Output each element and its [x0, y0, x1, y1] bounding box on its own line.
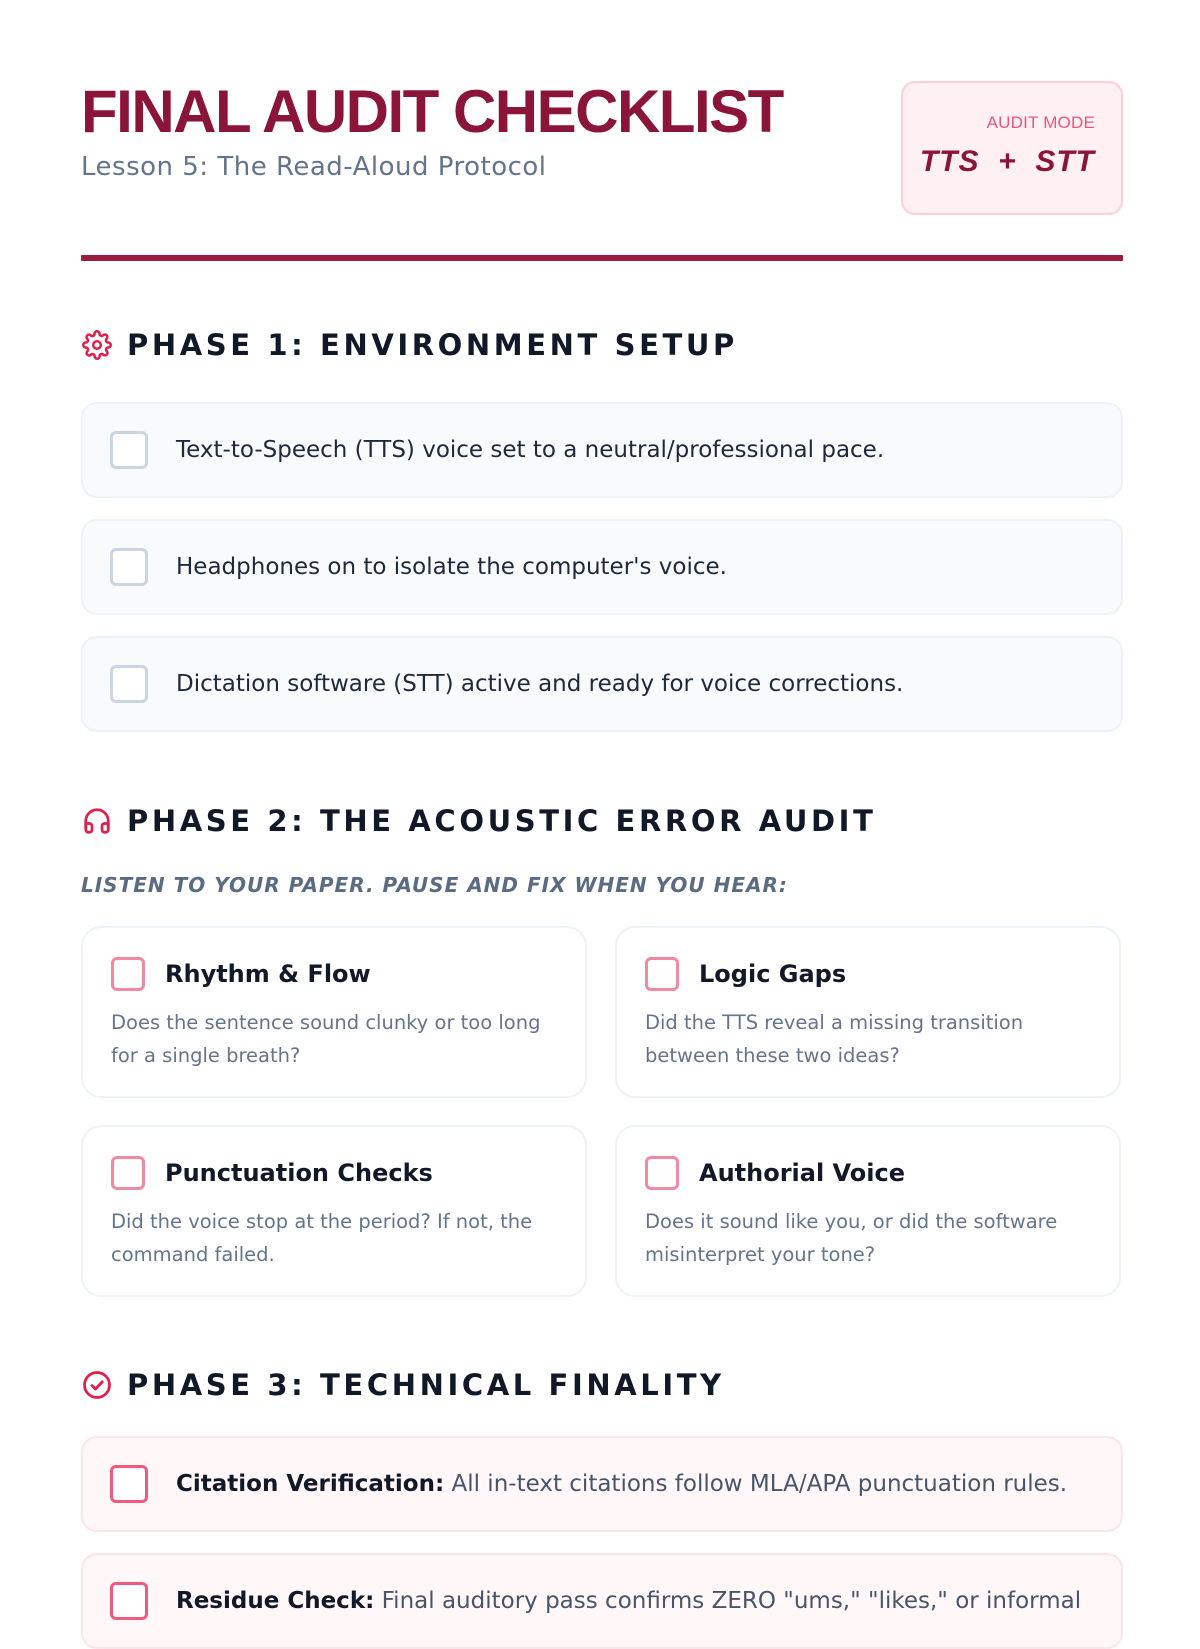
phase1-title: PHASE 1: ENVIRONMENT SETUP	[127, 328, 738, 362]
checklist-row[interactable]	[81, 402, 1123, 498]
checkbox[interactable]	[110, 1582, 148, 1620]
phase2-instruction: LISTEN TO YOUR PAPER. PAUSE AND FIX WHEN YOU HEAR:	[81, 873, 788, 897]
page-subtitle: Lesson 5: The Read-Aloud Protocol	[81, 152, 547, 182]
audit-card[interactable]	[615, 926, 1121, 1098]
checkbox[interactable]	[110, 548, 148, 586]
phase3-title: PHASE 3: TECHNICAL FINALITY	[127, 1368, 725, 1402]
audit-card[interactable]	[81, 1125, 587, 1297]
checkbox[interactable]	[110, 665, 148, 703]
audit-card-title: Punctuation Checks	[165, 1159, 433, 1187]
checklist-item-detail: All in-text citations follow MLA/APA punctuation rules.	[444, 1471, 1068, 1497]
audit-card[interactable]	[81, 926, 587, 1098]
audit-card-title: Logic Gaps	[699, 960, 847, 988]
gear-icon	[81, 329, 113, 361]
checklist-item-detail: Final auditory pass confirms ZERO "ums," "likes," or informal	[374, 1588, 1082, 1614]
audit-card-title: Authorial Voice	[699, 1159, 906, 1187]
checklist-row[interactable]	[81, 1436, 1123, 1532]
checklist-item-text: Dictation software (STT) active and ready for voice corrections.	[176, 671, 904, 697]
audit-mode-badge	[901, 81, 1123, 215]
phase2-title: PHASE 2: THE ACOUSTIC ERROR AUDIT	[127, 804, 877, 838]
audit-card-title: Rhythm & Flow	[165, 960, 371, 988]
check-circle-icon	[81, 1369, 113, 1401]
audit-card[interactable]	[615, 1125, 1121, 1297]
checklist-item-label: Residue Check:	[176, 1588, 375, 1614]
checklist-item-text: Text-to-Speech (TTS) voice set to a neutral/professional pace.	[176, 437, 885, 463]
headphones-icon	[81, 805, 113, 837]
checklist-item-text	[176, 1588, 1081, 1614]
phase2-heading	[81, 804, 876, 838]
checkbox[interactable]	[110, 1465, 148, 1503]
audit-mode-value: TTS + STT	[919, 145, 1095, 178]
checkbox[interactable]	[645, 1156, 679, 1190]
checklist-row[interactable]	[81, 636, 1123, 732]
page-title: FINAL AUDIT CHECKLIST	[81, 78, 783, 145]
checklist-row[interactable]	[81, 1553, 1123, 1649]
checkbox[interactable]	[645, 957, 679, 991]
checkbox[interactable]	[111, 1156, 145, 1190]
checkbox[interactable]	[111, 957, 145, 991]
audit-card-desc: Did the voice stop at the period? If not, the command failed.	[111, 1210, 533, 1266]
header-divider	[81, 255, 1123, 261]
audit-card-desc: Does the sentence sound clunky or too long for a single breath?	[111, 1011, 541, 1067]
checklist-item-text	[176, 1471, 1067, 1497]
header	[81, 0, 1123, 262]
checklist-row[interactable]	[81, 519, 1123, 615]
phase3-heading	[81, 1368, 725, 1402]
audit-card-desc: Does it sound like you, or did the software misinterpret your tone?	[645, 1210, 1058, 1266]
checklist-page	[81, 0, 1123, 1614]
audit-mode-label: AUDIT MODE	[986, 113, 1095, 132]
checklist-item-label: Citation Verification:	[176, 1471, 445, 1497]
phase1-heading	[81, 328, 738, 362]
audit-card-desc: Did the TTS reveal a missing transition between these two ideas?	[645, 1011, 1024, 1067]
checkbox[interactable]	[110, 431, 148, 469]
checklist-item-text: Headphones on to isolate the computer's voice.	[176, 554, 727, 580]
